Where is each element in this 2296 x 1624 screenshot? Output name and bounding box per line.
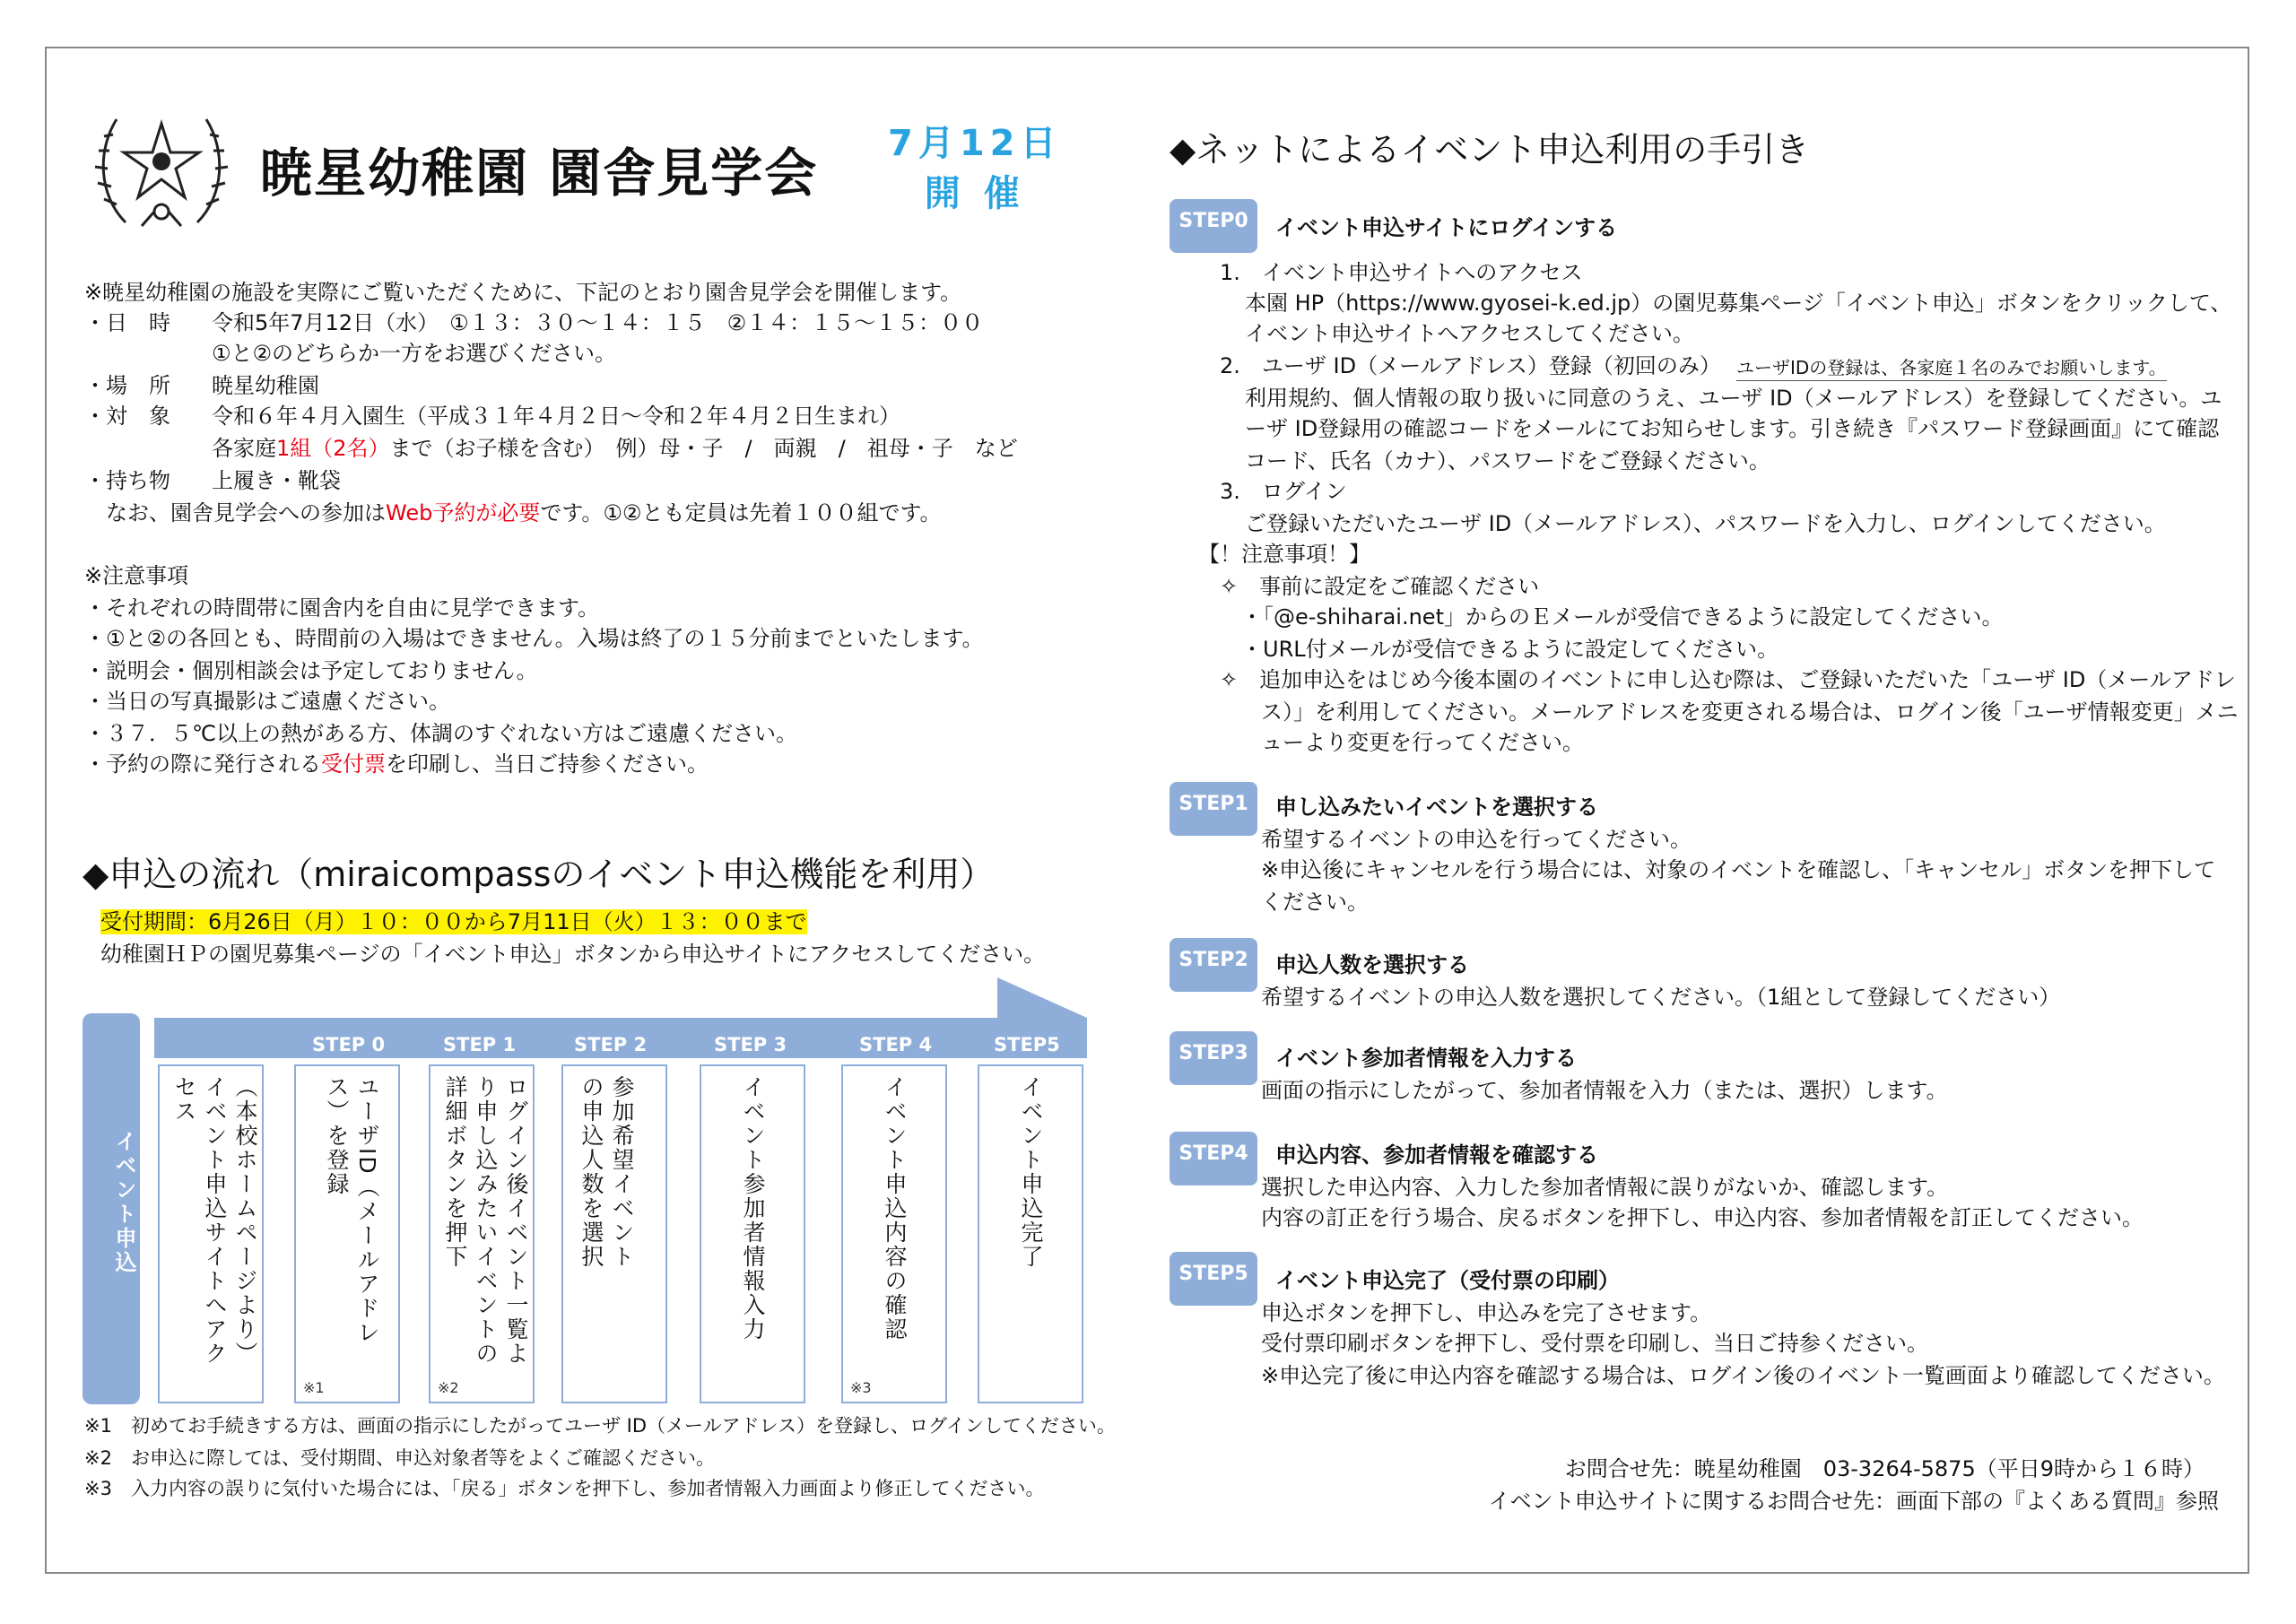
step0-title: イベント申込サイトにログインする: [1275, 215, 1618, 240]
step0-line: ご登録いただいたユーザ ID（メールアドレス）、パスワードを入力し、ログインしてください。: [1245, 511, 2166, 536]
step0-line: ✧ 追加申込をはじめ今後本園のイベントに申し込む際は、ご登録いただいた「ユーザ ID（メールアドレ: [1220, 667, 2236, 692]
flow-step-label: STEP 0: [312, 1034, 386, 1055]
date-value: 令和5年7月12日（水） ①１３：３０～１４：１５ ②１４：１５～１５：００: [212, 310, 984, 335]
flow-period: [100, 906, 807, 938]
target-sub-b: まで（お子様を含む） 例）母・子 / 両親 / 祖母・子 など: [389, 436, 1018, 461]
intro-lead: ※暁星幼稚園の施設を実際にご覧いただくために、下記のとおり園舎見学会を開催します。: [84, 280, 962, 305]
flow-footnote: ※1 初めてお手続きする方は、画面の指示にしたがってユーザ ID（メールアドレス）を登録し、ログインしてください。: [84, 1415, 1116, 1437]
step0-line: ✧ 事前に設定をご確認ください: [1220, 574, 1540, 599]
step0-line: 本園 HP（https://www.gyosei-k.ed.jp）の園児募集ページ「イベント申込」ボタンをクリックして、: [1245, 291, 2232, 316]
step0-line: ・URL付メールが受信できるように設定してください。: [1241, 637, 1779, 662]
target-sub-limit: 1組（2名）: [276, 436, 390, 461]
notes-item: ・説明会・個別相談会は予定しておりません。: [84, 658, 538, 683]
step0-line: ・「@e-shiharai.net」からのＥメールが受信できるように設定してください。: [1241, 604, 2004, 630]
step0-line: 1. イベント申込サイトへのアクセス: [1220, 260, 1583, 285]
flow-card-text: ログイン後イベント一覧より申し込みたいイベントの詳細ボタンを押下: [442, 1075, 529, 1366]
flow-card-access: [158, 1064, 264, 1403]
step3-title: イベント参加者情報を入力する: [1275, 1046, 1577, 1071]
step5-line: ※申込完了後に申込内容を確認する場合は、ログイン後のイベント一覧画面より確認してください。: [1261, 1363, 2225, 1388]
target-label: ・対 象: [84, 404, 170, 429]
step3-line: 画面の指示にしたがって、参加者情報を入力（または、選択）します。: [1261, 1078, 1948, 1103]
flow-card-text: 参加希望イベントの申込人数を選択: [578, 1075, 635, 1269]
notes-last-b: を印刷し、当日ご持参ください。: [386, 751, 709, 777]
step2-line: 希望するイベントの申込人数を選択してください。（1組として登録してください）: [1261, 985, 2061, 1010]
items-value: 上履き・靴袋: [212, 468, 341, 493]
flow-step-label: STEP 2: [574, 1034, 648, 1055]
step5-badge: STEP5: [1170, 1252, 1257, 1306]
step3-badge: STEP3: [1170, 1031, 1257, 1085]
flow-card-mark: ※2: [438, 1379, 459, 1396]
place-label: ・場 所: [84, 373, 170, 398]
step1-line: 希望するイベントの申込を行ってください。: [1261, 827, 1692, 852]
flow-heading: ◆申込の流れ（miraicompassのイベント申込機能を利用）: [83, 855, 995, 894]
target-value: 令和６年４月入園生（平成３１年４月２日～令和２年４月２日生まれ）: [212, 404, 900, 429]
flow-card-text: イベント申込完了: [1018, 1075, 1044, 1269]
event-date-held: 開 催: [924, 173, 1025, 214]
flow-footnote: ※3 入力内容の誤りに気付いた場合には、「戻る」ボタンを押下し、参加者情報入力画面より修正してください。: [84, 1478, 1045, 1499]
step0-line: イベント申込サイトへアクセスしてください。: [1245, 321, 1694, 346]
step0-line: 3. ログイン: [1220, 479, 1347, 504]
step5-title: イベント申込完了（受付票の印刷）: [1275, 1268, 1620, 1293]
flow-side-label-text: イベント申込: [111, 1130, 136, 1275]
flow-step-label: STEP5: [994, 1034, 1060, 1055]
notes-item: ・①と②の各回とも、時間前の入場はできません。入場は終了の１５分前までといたします。: [84, 626, 984, 651]
flow-card-select-event: [429, 1064, 535, 1403]
step4-line: 選択した申込内容、入力した参加者情報に誤りがないか、確認します。: [1261, 1175, 1949, 1200]
step0-line: ス）」を利用してください。メールアドレスを変更される場合は、ログイン後「ユーザ情報変更」メニ: [1261, 699, 2239, 725]
web-note-required: Web予約が必要: [386, 500, 541, 525]
date-label: ・日 時: [84, 310, 170, 335]
web-reservation-note: [106, 497, 942, 529]
step5-line: 申込ボタンを押下し、申込みを完了させます。: [1261, 1300, 1712, 1325]
event-date: [888, 118, 1062, 219]
flow-step-label: STEP 4: [859, 1034, 933, 1055]
step0-registration-note: ユーザIDの登録は、各家庭１名のみでお願いします。: [1736, 355, 2167, 381]
place-value: 暁星幼稚園: [212, 373, 319, 398]
flow-step-label: STEP 1: [443, 1034, 517, 1055]
target-sub-a: 各家庭: [212, 436, 276, 461]
step0-line: ューより変更を行ってください。: [1261, 730, 1584, 755]
flow-card-text: （本校ホームページより）イベント申込サイトへアクセス: [171, 1075, 258, 1366]
flow-footnote: ※2 お申込に際しては、受付期間、申込対象者等をよくご確認ください。: [84, 1447, 715, 1469]
step4-title: 申込内容、参加者情報を確認する: [1275, 1142, 1598, 1168]
step4-badge: STEP4: [1170, 1132, 1257, 1185]
step1-line: ※申込後にキャンセルを行う場合には、対象のイベントを確認し、「キャンセル」ボタンを押下して: [1261, 857, 2216, 882]
items-label: ・持ち物: [84, 468, 170, 493]
step0-line: コード、氏名（カナ）、パスワードをご登録ください。: [1245, 448, 1770, 473]
step0-badge: STEP0: [1170, 199, 1257, 253]
flow-card-register: [294, 1064, 400, 1403]
flow-card-confirm: [841, 1064, 947, 1403]
flow-side-label: [83, 1013, 140, 1404]
page-title: 暁星幼稚園 園舎見学会: [260, 143, 819, 204]
step2-badge: STEP2: [1170, 938, 1257, 992]
school-emblem-icon: [90, 97, 233, 231]
step0-line: 2. ユーザ ID（メールアドレス）登録（初回のみ）: [1220, 353, 1721, 378]
flow-card-count: [561, 1064, 667, 1403]
flow-card-mark: ※1: [303, 1379, 325, 1396]
notes-title: ※注意事項: [84, 563, 189, 588]
flow-card-participant: [700, 1064, 805, 1403]
notes-last-ticket: 受付票: [321, 751, 386, 777]
step4-line: 内容の訂正を行う場合、戻るボタンを押下し、申込内容、参加者情報を訂正してください。: [1261, 1205, 2144, 1230]
flow-access: 幼稚園ＨＰの園児募集ページの「イベント申込」ボタンから申込サイトにアクセスしてください。: [100, 942, 1046, 967]
flow-card-text: イベント申込内容の確認: [882, 1075, 908, 1342]
target-sub: [212, 432, 1018, 465]
step0-line: 利用規約、個人情報の取り扱いに同意のうえ、ユーザ ID（メールアドレス）を登録してください。ユ: [1245, 386, 2222, 411]
guide-heading: ◆ネットによるイベント申込利用の手引き: [1170, 130, 1810, 169]
date-sub: ①と②のどちらか一方をお選びください。: [212, 341, 617, 366]
step0-line: ーザ ID登録用の確認コードをメールにてお知らせします。引き続き『パスワード登録画面』にて確認: [1245, 416, 2220, 441]
step1-badge: STEP1: [1170, 782, 1257, 836]
contact-line: お問合せ先：暁星幼稚園 03-3264-5875（平日9時から１６時）: [1564, 1456, 2205, 1481]
step1-line: ください。: [1261, 890, 1369, 915]
step2-title: 申込人数を選択する: [1275, 952, 1469, 977]
web-note-b: です。①②とも定員は先着１００組です。: [540, 500, 942, 525]
flow-card-text: イベント参加者情報入力: [740, 1075, 766, 1342]
flow-step-label: STEP 3: [714, 1034, 787, 1055]
event-date-day: 7月12日: [888, 123, 1062, 164]
web-note-a: なお、園舎見学会への参加は: [106, 500, 386, 525]
flow-period-text: 受付期間：6月26日（月）１０：００から7月11日（火）１３：００まで: [100, 909, 807, 934]
flow-card-mark: ※3: [850, 1379, 872, 1396]
notes-item: ・３７．５℃以上の熱がある方、体調のすぐれない方はご遠慮ください。: [84, 721, 797, 746]
notes-last-a: ・予約の際に発行される: [84, 751, 321, 777]
notes-item: ・当日の写真撮影はご遠慮ください。: [84, 689, 450, 714]
step0-caution-title: 【！注意事項！】: [1198, 542, 1370, 567]
contact-line: イベント申込サイトに関するお問合せ先：画面下部の『よくある質問』参照: [1488, 1489, 2219, 1514]
step5-line: 受付票印刷ボタンを押下し、受付票を印刷し、当日ご持参ください。: [1261, 1331, 1928, 1356]
notes-item: ・それぞれの時間帯に園舎内を自由に見学できます。: [84, 595, 600, 621]
step1-title: 申し込みたいイベントを選択する: [1275, 795, 1598, 820]
flow-card-complete: [978, 1064, 1083, 1403]
notes-item-last: [84, 748, 709, 780]
flow-card-text: ユーザID（メールアドレス）を登録: [324, 1075, 380, 1345]
